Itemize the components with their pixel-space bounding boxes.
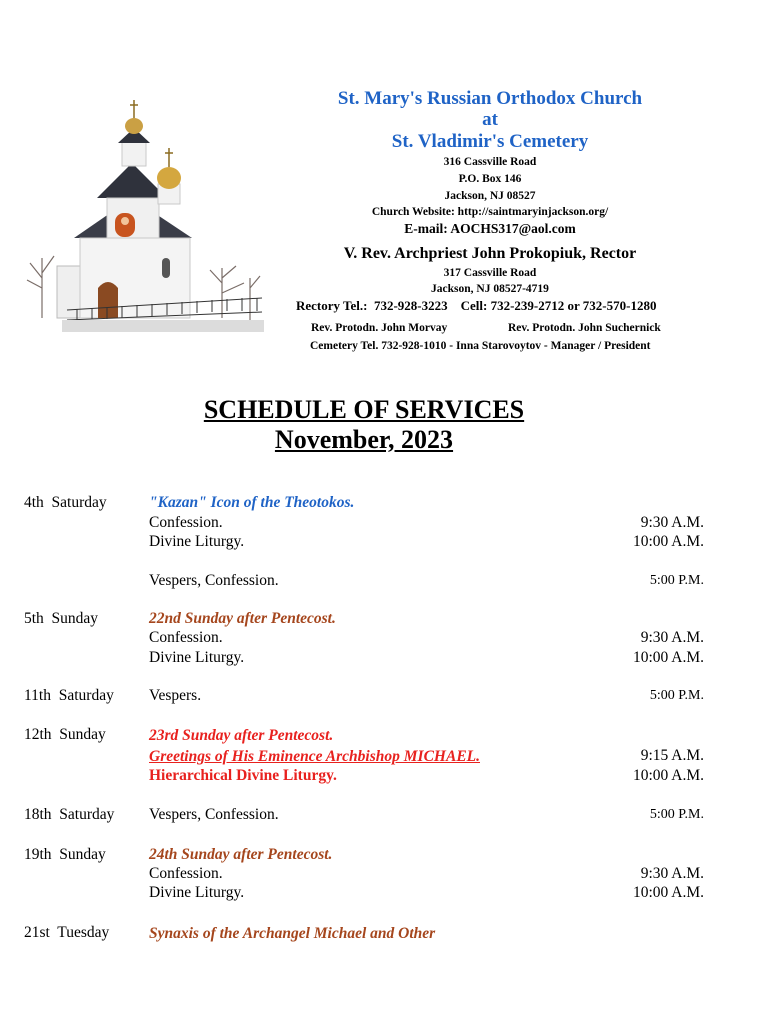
service-time: 5:00 P.M. (649, 807, 704, 822)
service-name: Divine Liturgy. (149, 649, 245, 666)
deacon-morvay: Rev. Protodn. John Morvay (311, 322, 448, 334)
church-address-street: 316 Cassville Road (443, 156, 537, 168)
entry-day: 4th Saturday (24, 494, 107, 511)
entry-day: 5th Sunday (24, 610, 99, 627)
service-time: 10:00 A.M. (632, 649, 704, 666)
schedule-title: SCHEDULE OF SERVICES (203, 395, 525, 424)
service-name: Hierarchical Divine Liturgy. (149, 767, 337, 784)
entry-day: 19th Sunday (24, 846, 106, 863)
church-address-pobox: P.O. Box 146 (458, 173, 522, 185)
service-time: 5:00 P.M. (649, 688, 704, 703)
church-website-link[interactable]: Church Website: http://saintmaryinjackson.org/ (371, 206, 609, 218)
service-name: Divine Liturgy. (149, 884, 245, 901)
service-time: 9:30 A.M. (640, 865, 704, 882)
service-time: 9:15 A.M. (640, 747, 704, 764)
service-time: 5:00 P.M. (649, 573, 704, 588)
service-name: Confession. (149, 629, 223, 646)
service-name: Vespers. (149, 687, 202, 704)
service-time: 10:00 A.M. (632, 533, 704, 550)
church-name: St. Mary's Russian Orthodox Church (337, 88, 643, 109)
cemetery-name: St. Vladimir's Cemetery (391, 131, 589, 152)
feast-title: "Kazan" Icon of the Theotokos. (149, 494, 355, 511)
service-name: Greetings of His Eminence Archbishop MICHAEL. (149, 748, 480, 765)
schedule-month: November, 2023 (274, 425, 454, 454)
deacon-suchernick: Rev. Protodn. John Suchernick (508, 322, 661, 334)
service-name: Divine Liturgy. (149, 533, 245, 550)
service-time: 9:30 A.M. (640, 629, 704, 646)
rectory-phone-line: Rectory Tel.: 732-928-3223 Cell: 732-239-2712 or 732-570-1280 (296, 298, 657, 313)
cemetery-contact: Cemetery Tel. 732-928-1010 - Inna Starovoytov - Manager / President (310, 340, 651, 352)
service-time: 10:00 A.M. (632, 767, 704, 784)
feast-title: 22nd Sunday after Pentecost. (149, 610, 336, 627)
church-photo (22, 88, 264, 334)
church-name-at: at (482, 109, 498, 130)
church-address-city: Jackson, NJ 08527 (444, 190, 536, 202)
feast-title: Synaxis of the Archangel Michael and Other (149, 925, 436, 942)
entry-day: 21st Tuesday (24, 924, 110, 941)
rector-address-city: Jackson, NJ 08527-4719 (431, 283, 549, 295)
service-name: Confession. (149, 514, 223, 531)
feast-title: 24th Sunday after Pentecost. (149, 846, 333, 863)
service-name: Confession. (149, 865, 223, 882)
service-time: 9:30 A.M. (640, 514, 704, 531)
entry-day: 18th Saturday (24, 806, 115, 823)
service-name: Vespers, Confession. (149, 806, 279, 823)
entry-day: 12th Sunday (24, 726, 106, 743)
entry-day: 11th Saturday (24, 687, 114, 704)
service-name: Vespers, Confession. (149, 572, 279, 589)
feast-title: 23rd Sunday after Pentecost. (149, 727, 334, 744)
church-email-link[interactable]: E-mail: AOCHS317@aol.com (404, 221, 576, 236)
rector-address-street: 317 Cassville Road (443, 267, 537, 279)
service-time: 10:00 A.M. (632, 884, 704, 901)
rector-name: V. Rev. Archpriest John Prokopiuk, Rector (343, 245, 637, 262)
